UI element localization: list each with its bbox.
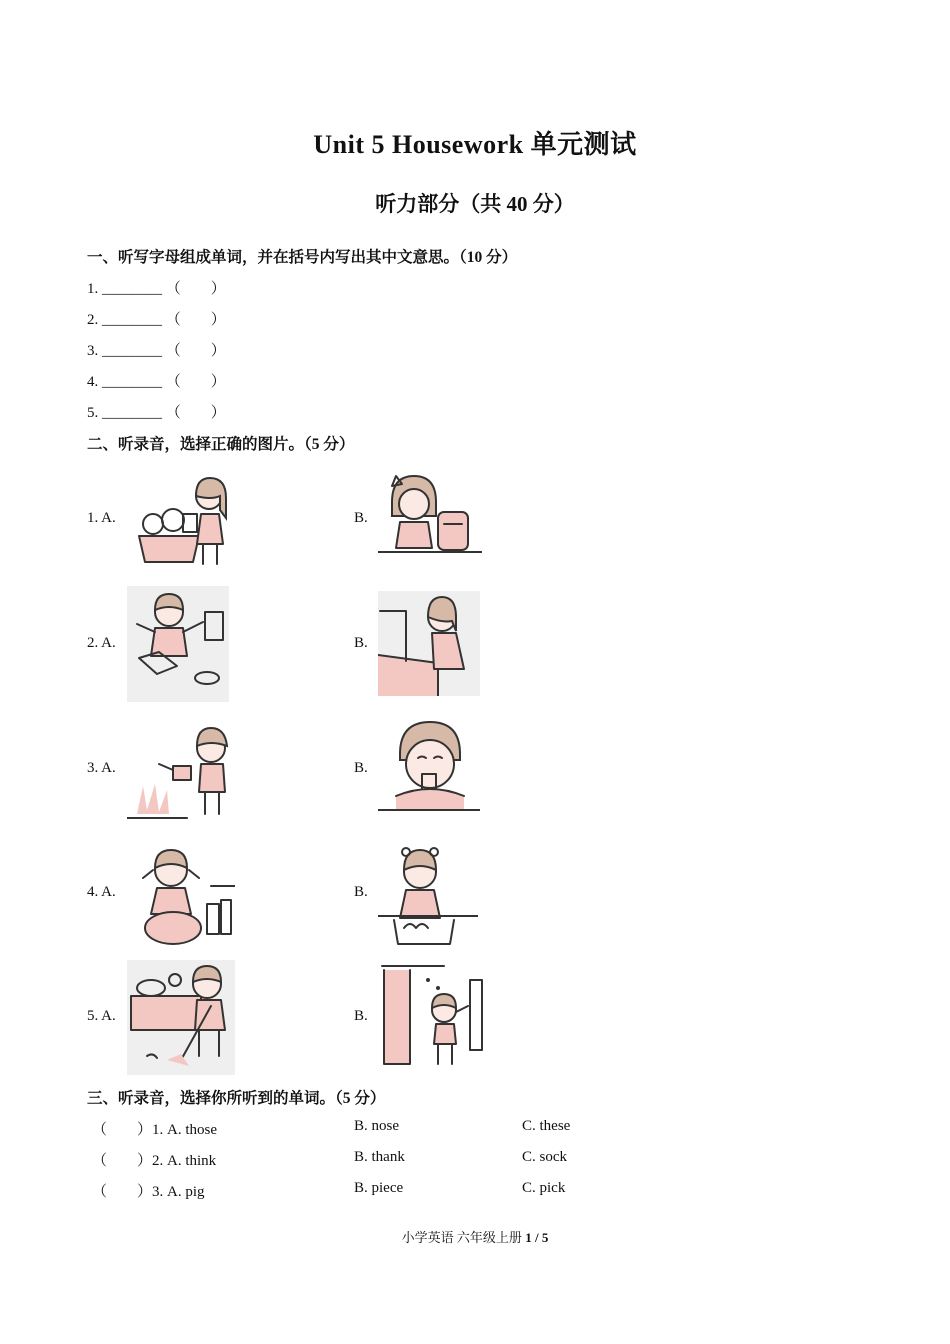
part1-item-1: 1. ________ （ ） <box>87 281 226 297</box>
picture-girl-tidying-toys <box>127 474 235 570</box>
picture-boy-sweeping-floor <box>127 960 235 1075</box>
q5-option-b-label: B. <box>354 1008 368 1024</box>
part1-item-5: 5. ________ （ ） <box>87 405 226 421</box>
picture-girl-packing-bag <box>378 472 482 568</box>
part3-q3-option-b: B. piece <box>354 1180 404 1196</box>
part3-q3-option-c: C. pick <box>522 1180 566 1196</box>
q3-option-b-label: B. <box>354 760 368 776</box>
part1-item-4: 4. ________ （ ） <box>87 374 226 390</box>
page-title: Unit 5 Housework 单元测试 <box>313 130 637 159</box>
part3-q2-prefix: （ ）2. A. think <box>92 1153 217 1169</box>
listening-section-title: 听力部分（共 40 分） <box>375 192 575 216</box>
picture-girl-making-bed <box>378 591 480 696</box>
footer-total-pages: 5 <box>541 1230 549 1245</box>
picture-boy-watering-plants <box>127 714 235 822</box>
part3-q1-option-b: B. nose <box>354 1118 399 1134</box>
part3-heading: 三、听录音，选择你所听到的单词。（5 分） <box>87 1090 386 1107</box>
part3-q3-prefix: （ ）3. A. pig <box>92 1184 205 1200</box>
picture-girl-making-paper <box>127 586 229 702</box>
part1-item-2: 2. ________ （ ） <box>87 312 226 328</box>
q1-option-b-label: B. <box>354 510 368 526</box>
picture-boy-brushing-teeth <box>378 960 486 1075</box>
part3-q1-option-c: C. these <box>522 1118 571 1134</box>
picture-boy-drinking <box>378 718 480 814</box>
part2-heading: 二、听录音，选择正确的图片。（5 分） <box>87 436 355 453</box>
part3-q2-option-b: B. thank <box>354 1149 405 1165</box>
q4-option-b-label: B. <box>354 884 368 900</box>
part3-q1-prefix: （ ）1. A. those <box>92 1122 217 1138</box>
q1-option-a-label: 1. A. <box>87 510 116 526</box>
page-footer <box>0 1227 950 1246</box>
picture-girl-washing-dishes <box>378 840 478 950</box>
footer-page-number: 1 <box>525 1230 532 1245</box>
q4-option-a-label: 4. A. <box>87 884 116 900</box>
part3-q2-option-c: C. sock <box>522 1149 567 1165</box>
q2-option-a-label: 2. A. <box>87 635 116 651</box>
footer-text: 小学英语 六年级上册 <box>401 1230 526 1245</box>
q2-option-b-label: B. <box>354 635 368 651</box>
picture-girl-washing-clothes <box>127 840 235 950</box>
q3-option-a-label: 3. A. <box>87 760 116 776</box>
footer-separator: / <box>531 1230 542 1245</box>
part1-heading: 一、听写字母组成单词，并在括号内写出其中文意思。（10 分） <box>87 249 518 266</box>
part1-item-3: 3. ________ （ ） <box>87 343 226 359</box>
q5-option-a-label: 5. A. <box>87 1008 116 1024</box>
